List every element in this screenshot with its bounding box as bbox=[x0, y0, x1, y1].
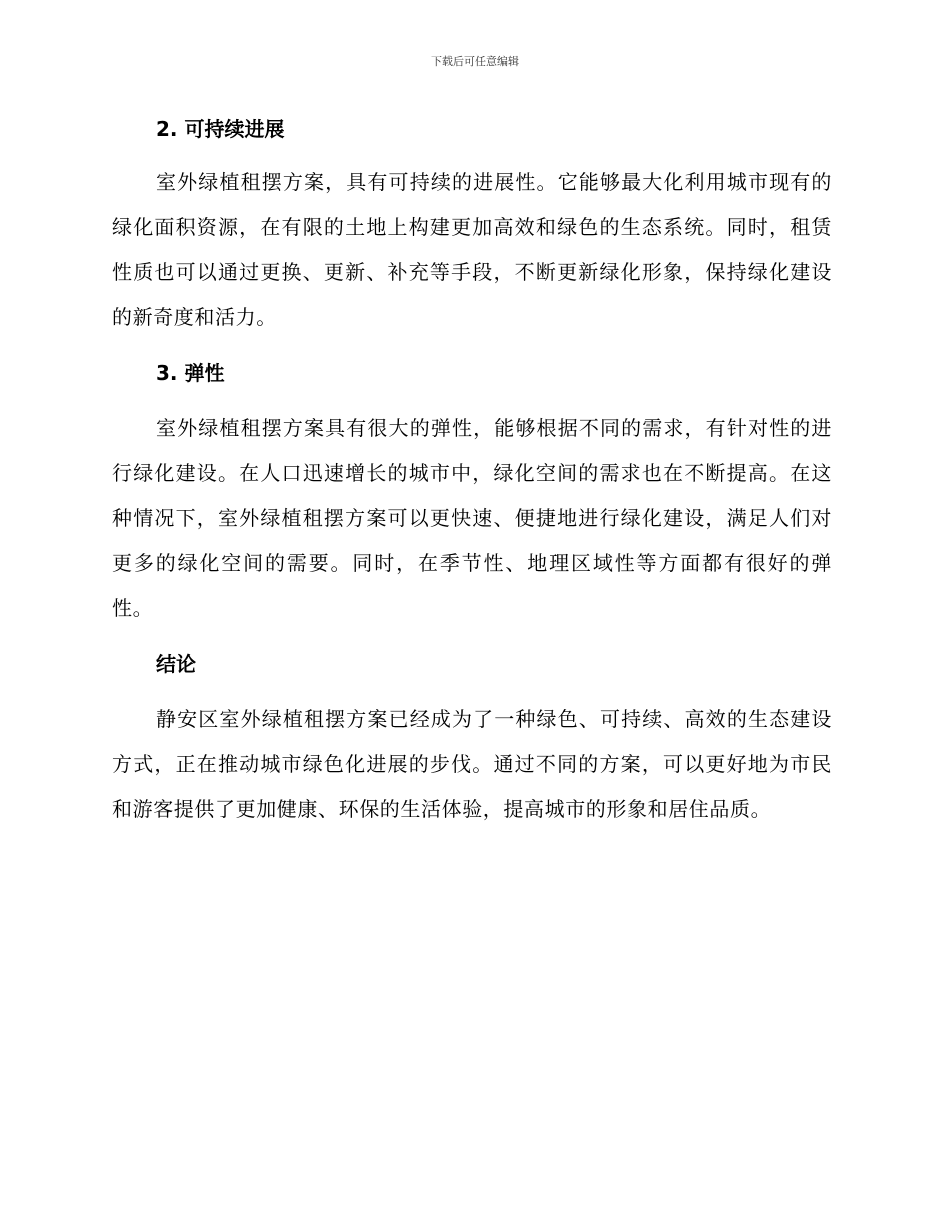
section-paragraph-conclusion: 静安区室外绿植租摆方案已经成为了一种绿色、可持续、高效的生态建设方式，正在推动城市绿色化进展的步伐。通过不同的方案，可以更好地为市民和游客提供了更加健康、环保的生活体验，提高城市的形象和居住品质。 bbox=[112, 707, 832, 821]
section-heading-flexibility: 3. 弹性 bbox=[156, 361, 225, 385]
document-body bbox=[112, 112, 832, 848]
section-paragraph-sustainable: 室外绿植租摆方案，具有可持续的进展性。它能够最大化利用城市现有的绿化面积资源，在有限的土地上构建更加高效和绿色的生态系统。同时，租赁性质也可以通过更换、更新、补充等手段，不断更新绿化形象，保持绿化建设的新奇度和活力。 bbox=[112, 170, 832, 329]
section-paragraph-flexibility: 室外绿植租摆方案具有很大的弹性，能够根据不同的需求，有针对性的进行绿化建设。在人口迅速增长的城市中，绿化空间的需求也在不断提高。在这种情况下，室外绿植租摆方案可以更快速、便捷地进行绿化建设，满足人们对更多的绿化空间的需要。同时，在季节性、地理区域性等方面都有很好的弹性。 bbox=[112, 416, 832, 620]
section-heading-sustainable: 2. 可持续进展 bbox=[156, 117, 285, 141]
section-heading-conclusion: 结论 bbox=[156, 652, 196, 676]
page-header: 下载后可任意编辑 bbox=[431, 55, 519, 68]
